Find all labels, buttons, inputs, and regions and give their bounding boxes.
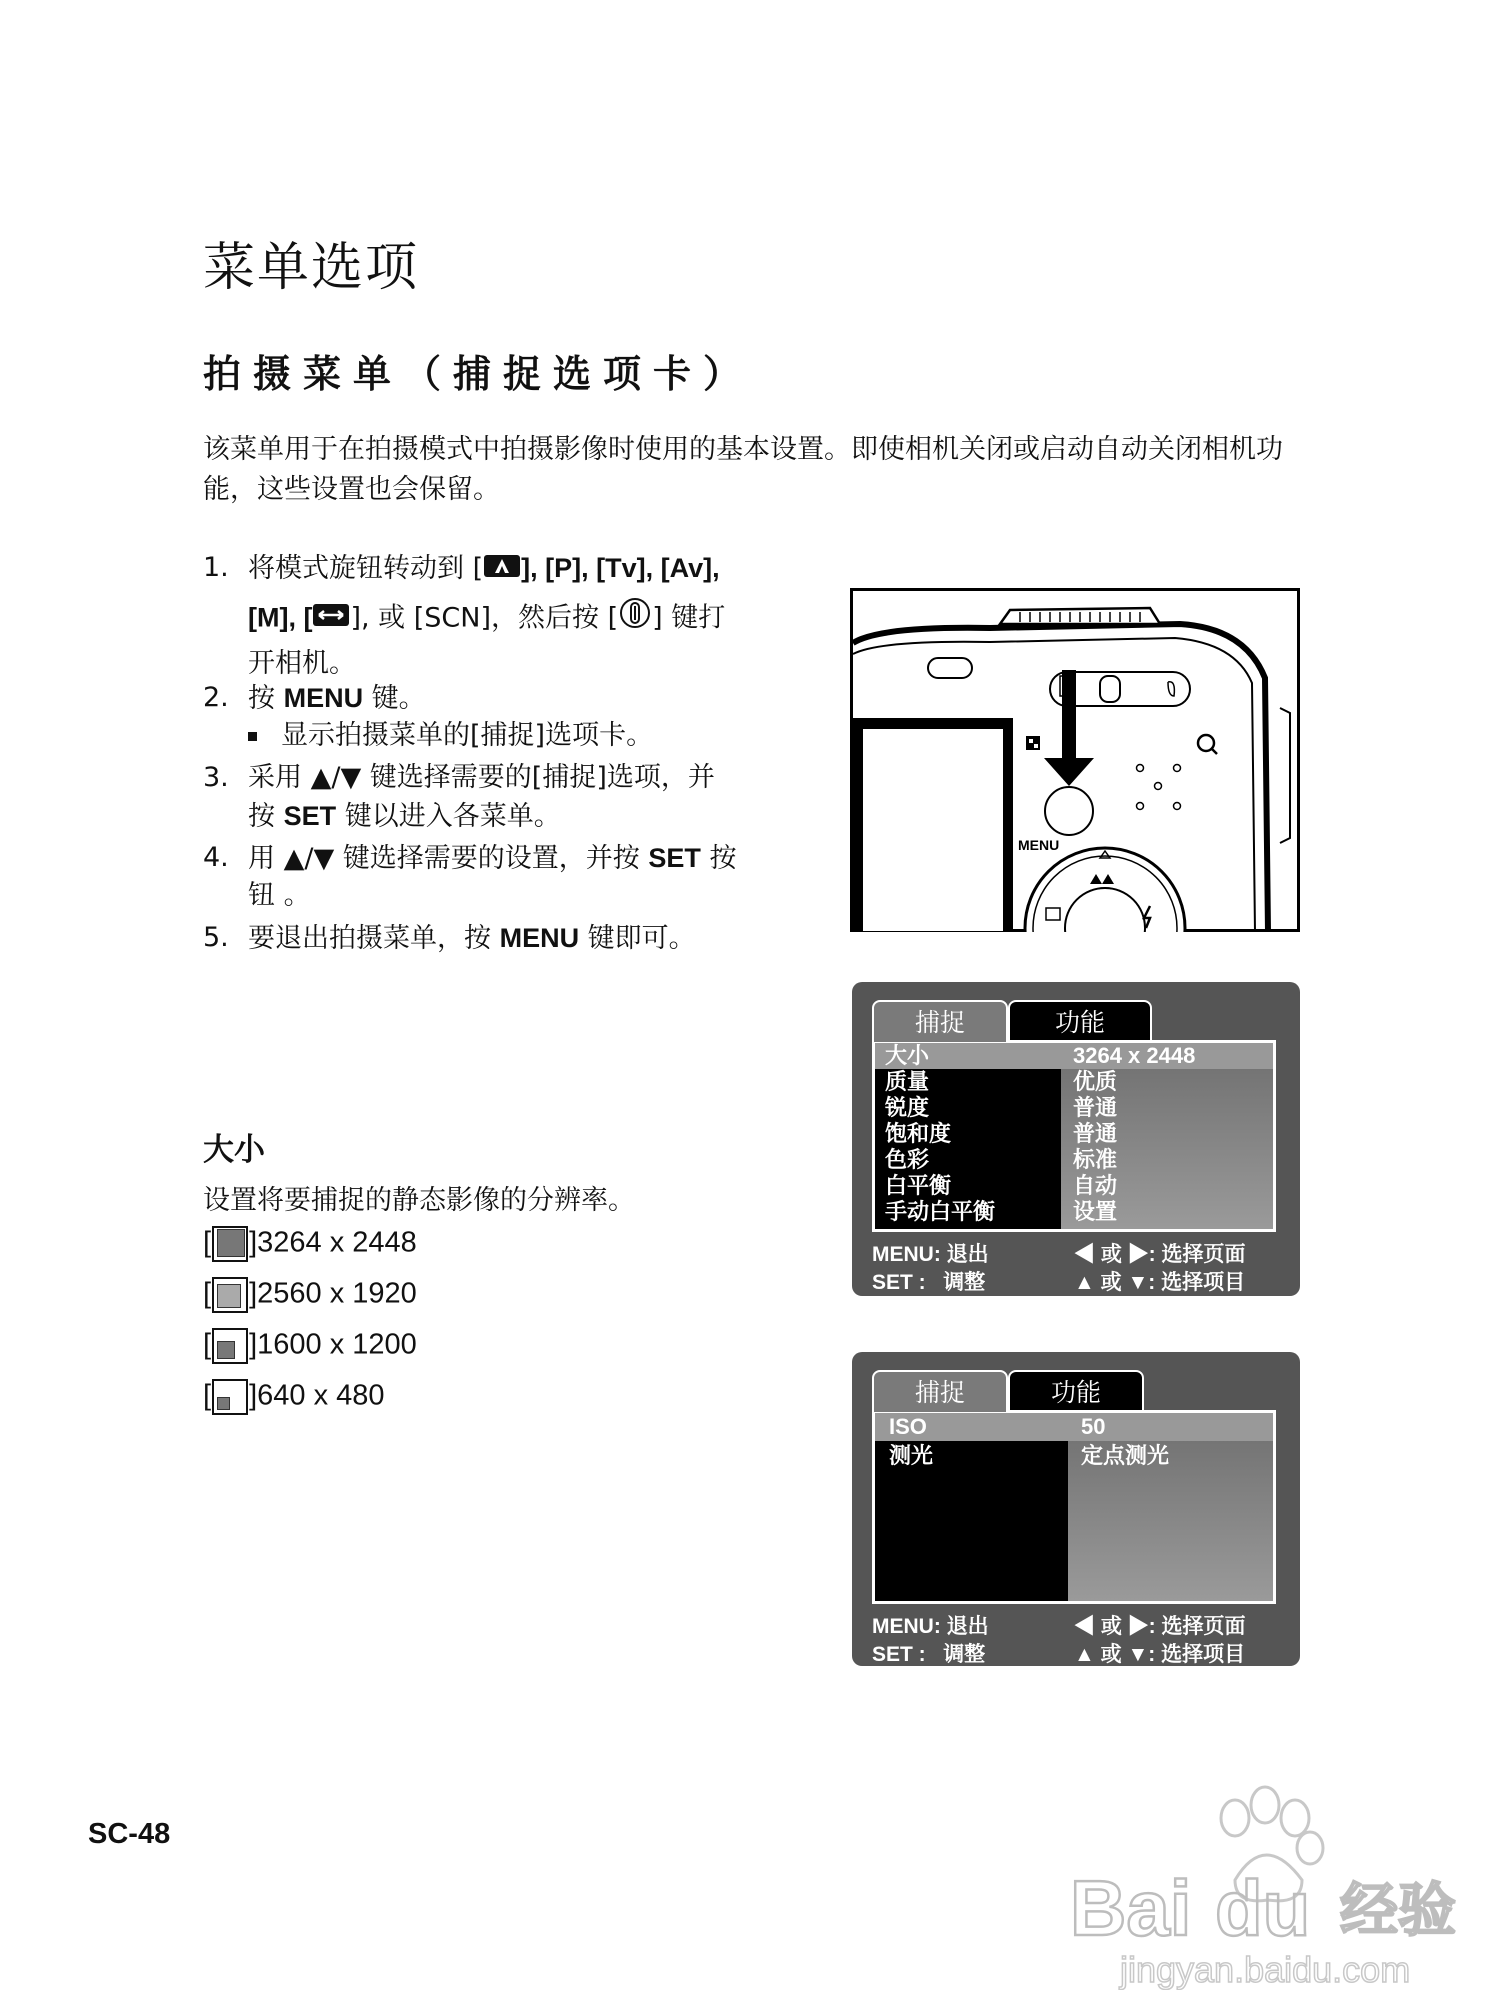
size-heading: 大小 bbox=[203, 1132, 265, 1168]
step-text: ], [P], [Tv], [Av], bbox=[521, 553, 720, 583]
menu-panel bbox=[872, 1040, 1276, 1232]
panorama-mode-icon bbox=[312, 599, 350, 639]
bullet-text: 显示拍摄菜单的[捕捉]选项卡。 bbox=[281, 720, 654, 751]
svg-text:du: du bbox=[1215, 1864, 1311, 1952]
step-text: [M], [ bbox=[248, 602, 313, 633]
menu-key-label: MENU bbox=[283, 683, 364, 713]
screen-footer-menu: MENU: 退出 bbox=[872, 1615, 989, 1638]
size-1600-icon bbox=[212, 1328, 248, 1364]
size-option: [ ]3264 x 2448 bbox=[203, 1226, 417, 1262]
page-title: 菜单选项 bbox=[203, 238, 420, 298]
menu-button-icon bbox=[1045, 787, 1093, 835]
size-3264-icon bbox=[212, 1226, 248, 1262]
svg-text:经验: 经验 bbox=[1340, 1876, 1457, 1944]
size-option: [ ]2560 x 1920 bbox=[203, 1277, 417, 1313]
menu-row-color[interactable]: 色彩 标准 bbox=[885, 1147, 1118, 1172]
screen-footer-set: SET : 调整 bbox=[872, 1643, 986, 1666]
function-menu-screen bbox=[852, 1352, 1300, 1666]
menu-row-metering[interactable]: 测光 定点测光 bbox=[889, 1443, 1170, 1468]
step-2-bullet bbox=[248, 716, 808, 756]
step-text: 钮 。 bbox=[248, 880, 311, 911]
size-option: [ ]640 x 480 bbox=[203, 1379, 385, 1415]
size-2560-icon bbox=[212, 1277, 248, 1313]
camera-back-illustration bbox=[850, 588, 1300, 932]
menu-key-label: MENU bbox=[499, 923, 580, 953]
step-text: 按 bbox=[248, 801, 284, 832]
step-4 bbox=[203, 838, 803, 918]
bullet-icon bbox=[248, 732, 257, 741]
step-number: 5. bbox=[203, 922, 229, 953]
set-key-label: SET bbox=[283, 801, 337, 831]
step-text: 用 ▲/▼ 键选择需要的设置，并按 bbox=[248, 843, 649, 874]
size-640-icon bbox=[212, 1379, 248, 1415]
step-number: 2. bbox=[203, 682, 229, 713]
step-number: 3. bbox=[203, 762, 229, 793]
menu-row-iso[interactable]: ISO 50 bbox=[875, 1413, 1273, 1441]
intro-paragraph: 该菜单用于在拍摄模式中拍摄影像时使用的基本设置。即使相机关闭或启动自动关闭相机功能，这些设置也会保留。 bbox=[203, 434, 1283, 505]
step-2 bbox=[203, 678, 803, 718]
step-text: 采用 ▲/▼ 键选择需要的[捕捉]选项，并 bbox=[248, 762, 715, 793]
step-text: 键。 bbox=[363, 683, 426, 714]
page-number: SC-48 bbox=[88, 1818, 171, 1850]
tab-function[interactable]: 功能 bbox=[1008, 1370, 1144, 1412]
menu-row-sharpness[interactable]: 锐度 普通 bbox=[885, 1095, 1118, 1120]
step-text: 键即可。 bbox=[579, 923, 696, 954]
step-text: ], 或 [SCN]，然后按 [ bbox=[350, 602, 619, 634]
menu-row-white-balance[interactable]: 白平衡 自动 bbox=[885, 1173, 1118, 1198]
capture-menu-screen bbox=[852, 982, 1300, 1296]
svg-text:jingyan.baidu.com: jingyan.baidu.com bbox=[1120, 1949, 1411, 1990]
size-description: 设置将要捕捉的静态影像的分辨率。 bbox=[203, 1185, 635, 1216]
power-button-icon bbox=[618, 596, 652, 642]
menu-row-saturation[interactable]: 饱和度 普通 bbox=[885, 1121, 1118, 1146]
tab-function[interactable]: 功能 bbox=[1008, 1000, 1152, 1042]
step-text: 要退出拍摄菜单，按 bbox=[248, 923, 500, 954]
screen-footer-nav-page: ◀ 或 ▶: 选择页面 bbox=[1074, 1243, 1246, 1266]
auto-mode-icon bbox=[483, 550, 521, 590]
step-text: 开相机。 bbox=[248, 648, 356, 679]
step-text: 按 bbox=[700, 843, 737, 874]
screen-footer-set: SET : 调整 bbox=[872, 1271, 986, 1294]
menu-panel bbox=[872, 1410, 1276, 1604]
step-text: 按 bbox=[248, 683, 284, 714]
step-3 bbox=[203, 758, 803, 838]
menu-row-size[interactable]: 大小 3264 x 2448 bbox=[875, 1043, 1273, 1069]
step-1 bbox=[203, 548, 803, 688]
screen-footer-nav-item: ▲ 或 ▼: 选择项目 bbox=[1074, 1271, 1246, 1294]
step-number: 1. bbox=[203, 552, 229, 583]
tab-capture[interactable]: 捕捉 bbox=[872, 1370, 1008, 1412]
size-option: [ ]1600 x 1200 bbox=[203, 1328, 417, 1364]
menu-row-quality[interactable]: 质量 优质 bbox=[885, 1069, 1118, 1094]
screen-footer-nav-page: ◀ 或 ▶: 选择页面 bbox=[1074, 1615, 1246, 1638]
step-text: 将模式旋钮转动到 [ bbox=[248, 553, 484, 584]
section-title: 拍摄菜单（捕捉选项卡） bbox=[203, 352, 754, 396]
step-text: ] 键打 bbox=[652, 602, 726, 634]
step-text: 键以进入各菜单。 bbox=[336, 801, 561, 832]
screen-footer-nav-item: ▲ 或 ▼: 选择项目 bbox=[1074, 1643, 1246, 1666]
tab-capture[interactable]: 捕捉 bbox=[872, 1000, 1008, 1042]
baidu-watermark bbox=[1040, 1760, 1480, 1990]
screen-footer-menu: MENU: 退出 bbox=[872, 1243, 989, 1266]
menu-button-label: MENU bbox=[1018, 837, 1060, 853]
set-key-label: SET bbox=[648, 843, 701, 873]
step-5 bbox=[203, 918, 803, 958]
menu-row-manual-wb[interactable]: 手动白平衡 设置 bbox=[885, 1199, 1118, 1224]
svg-text:Bai: Bai bbox=[1070, 1864, 1192, 1952]
step-number: 4. bbox=[203, 842, 229, 873]
